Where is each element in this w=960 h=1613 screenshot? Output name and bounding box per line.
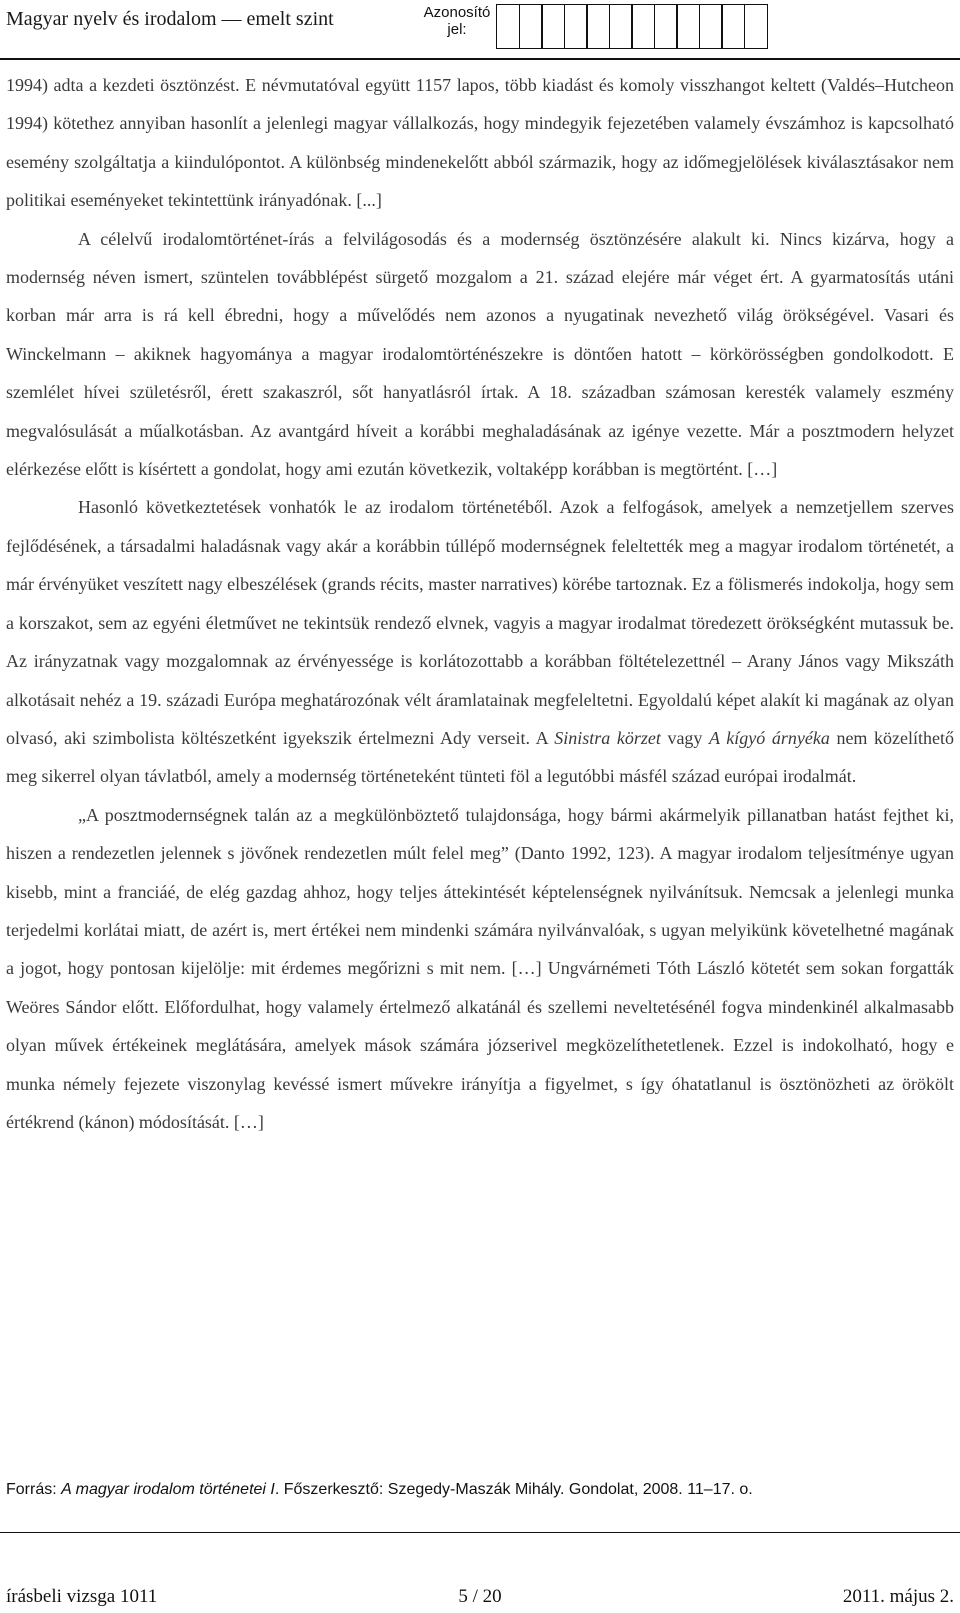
paragraph-text: „A posztmodernségnek talán az a megkülönböztető tulajdonsága, hogy bármi akármelyik pillanatban hatást fejthet ki, hiszen a rendezetlen jelennek s jövőnek rendezetlen múlt felel meg” (Danto 1992, 123). A magyar irodalom teljesítménye ugyan kisebb, mint a franciáé, de elég gazdag ahhoz, hogy teljes áttekintését képtelenségnek nyilvánítsuk. Nemcsak a jelenlegi munka terjedelmi korlátai miatt, de azért is, mert értékei nem mindenki számára nyilvánvalóak, s ugyan melyikünk követelhetné magának a jogot, hogy pontosan kijelölje: mit érdemes megőrizni s mit nem. […] Ungvárnémeti Tóth László kötetét sem sokan forgatták Weöres Sándor előtt. Előfordulhat, hogy valamely értelmező alkatánál és szellemi neveltetésénél fogva mindenkinél alkalmasabb olyan művek értékeinek meglátására, amelyek mások számára józserivel megközelíthetetlenek. Ezzel is indokolható, hogy e munka némely fejezete viszonylag kevéssé ismert művekre irányítja a figyelmet, s így óhatatlanul is ösztönözheti az örökölt értékrend (kánon) módosítását. […] xyxy=(6,804,954,1132)
id-box[interactable] xyxy=(564,4,588,49)
source-label: Forrás: xyxy=(6,1481,62,1498)
id-boxes xyxy=(496,4,766,49)
exam-date: 2011. május 2. xyxy=(842,1586,954,1607)
id-label: Azonosító jel: xyxy=(423,4,491,38)
source-title: A magyar irodalom történetei I xyxy=(61,1481,275,1498)
id-box[interactable] xyxy=(519,4,543,49)
italic-title: Sinistra körzet xyxy=(554,727,661,748)
paragraph xyxy=(6,488,954,795)
id-box[interactable] xyxy=(699,4,723,49)
id-box[interactable] xyxy=(586,4,610,49)
paragraph-text: 1994) adta a kezdeti ösztönzést. E névmutatóval együtt 1157 lapos, több kiadást és komoly visszhangot keltett (Valdés–Hutcheon 1994) kötethez annyiban hasonlít a jelenlegi magyar vállalkozás, hogy mindegyik fejezetében valamely évszámhoz is kapcsolható esemény szolgáltatja a kiindulópontot. A különbség mindenekelőtt abból származik, hogy az időmegjelölések kiválasztásakor nem politikai eseményeket tekintettünk irányadónak. [...] xyxy=(6,75,954,211)
paragraph-text: Hasonló következtetések vonhatók le az irodalom történetéből. Azok a felfogások, amelyek a nemzetjellem szerves fejlődésének, a társadalmi haladásnak vagy akár a korábbin túllépő modernségnek feleltették meg a magyar irodalom történetét, a már érvényüket veszített nagy elbeszélések (grands récits, master narratives) körébe tartoznak. Ez a fölismerés indokolja, hogy sem a korszakot, sem az egyéni életművet ne tekintsük rendező elvnek, vagyis a magyar irodalmat töredezett örökségként mutassuk be. Az irányzatnak vagy mozgalomnak az érvényessége is korlátozottabb a korábban föltételezettnél – Arany János vagy Mikszáth alkotásait nehéz a 19. századi Európa meghatározónak vélt áramlatainak megfeleltetni. Egyoldalú képet alakít ki magának az olyan olvasó, aki szimbolista költészetként igyekszik értelmezni Ady verseit. A xyxy=(6,497,954,748)
id-box[interactable] xyxy=(676,4,700,49)
exam-code: írásbeli vizsga 1011 xyxy=(6,1586,158,1607)
footer-divider xyxy=(0,1532,960,1533)
paragraph-text: A célelvű irodalomtörténet-írás a felvilágosodás és a modernség ösztönzésére alakult ki. Nincs kizárva, hogy a modernség néven ismert, szüntelen továbblépést sürgető mozgalom a 21. század elejére már véget ért. A gyarmatosítás utáni korban már arra is rá kell ébredni, hogy a művelődés nem azonos a nyugatinak nevezhető világ örökségével. Vasari és Winckelmann – akiknek hagyománya a magyar irodalomtörténészekre is döntően hatott – körkörösségben gondolkodott. E szemlélet hívei születésről, érett szakaszról, sőt hanyatlásról írtak. A 18. században számosan keresték valamely eszmény megvalósulását a műalkotásban. Az avantgárd híveit a korábbi meghaladásának az igénye vezette. Már a posztmodern helyzet elérkezése előtt is kísértett a gondolat, hogy ami ezután következik, voltaképp korábban is megtörtént. […] xyxy=(6,228,954,480)
id-box[interactable] xyxy=(496,4,520,49)
page-number: 5 / 20 xyxy=(458,1586,502,1607)
id-box[interactable] xyxy=(744,4,768,49)
exam-title: Magyar nyelv és irodalom — emelt szint xyxy=(6,8,334,30)
id-box[interactable] xyxy=(541,4,565,49)
paragraph xyxy=(6,220,954,489)
id-box[interactable] xyxy=(609,4,633,49)
body-text xyxy=(6,66,954,1141)
id-box[interactable] xyxy=(631,4,655,49)
source-details: . Főszerkesztő: Szegedy-Maszák Mihály. Gondolat, 2008. 11–17. o. xyxy=(274,1481,753,1498)
source-citation xyxy=(6,1479,954,1501)
italic-title: A kígyó árnyéka xyxy=(709,727,830,748)
paragraph-text: nem közelíthető meg sikerrel olyan távlatból, amely a modernség történeteként tünteti föl a legutóbbi másfél század európai irodalmát. xyxy=(6,727,954,787)
paragraph-text: vagy xyxy=(660,727,710,748)
id-box[interactable] xyxy=(721,4,745,49)
paragraph xyxy=(6,796,954,1142)
header-divider xyxy=(0,58,960,60)
paragraph xyxy=(6,66,954,220)
id-box[interactable] xyxy=(654,4,678,49)
